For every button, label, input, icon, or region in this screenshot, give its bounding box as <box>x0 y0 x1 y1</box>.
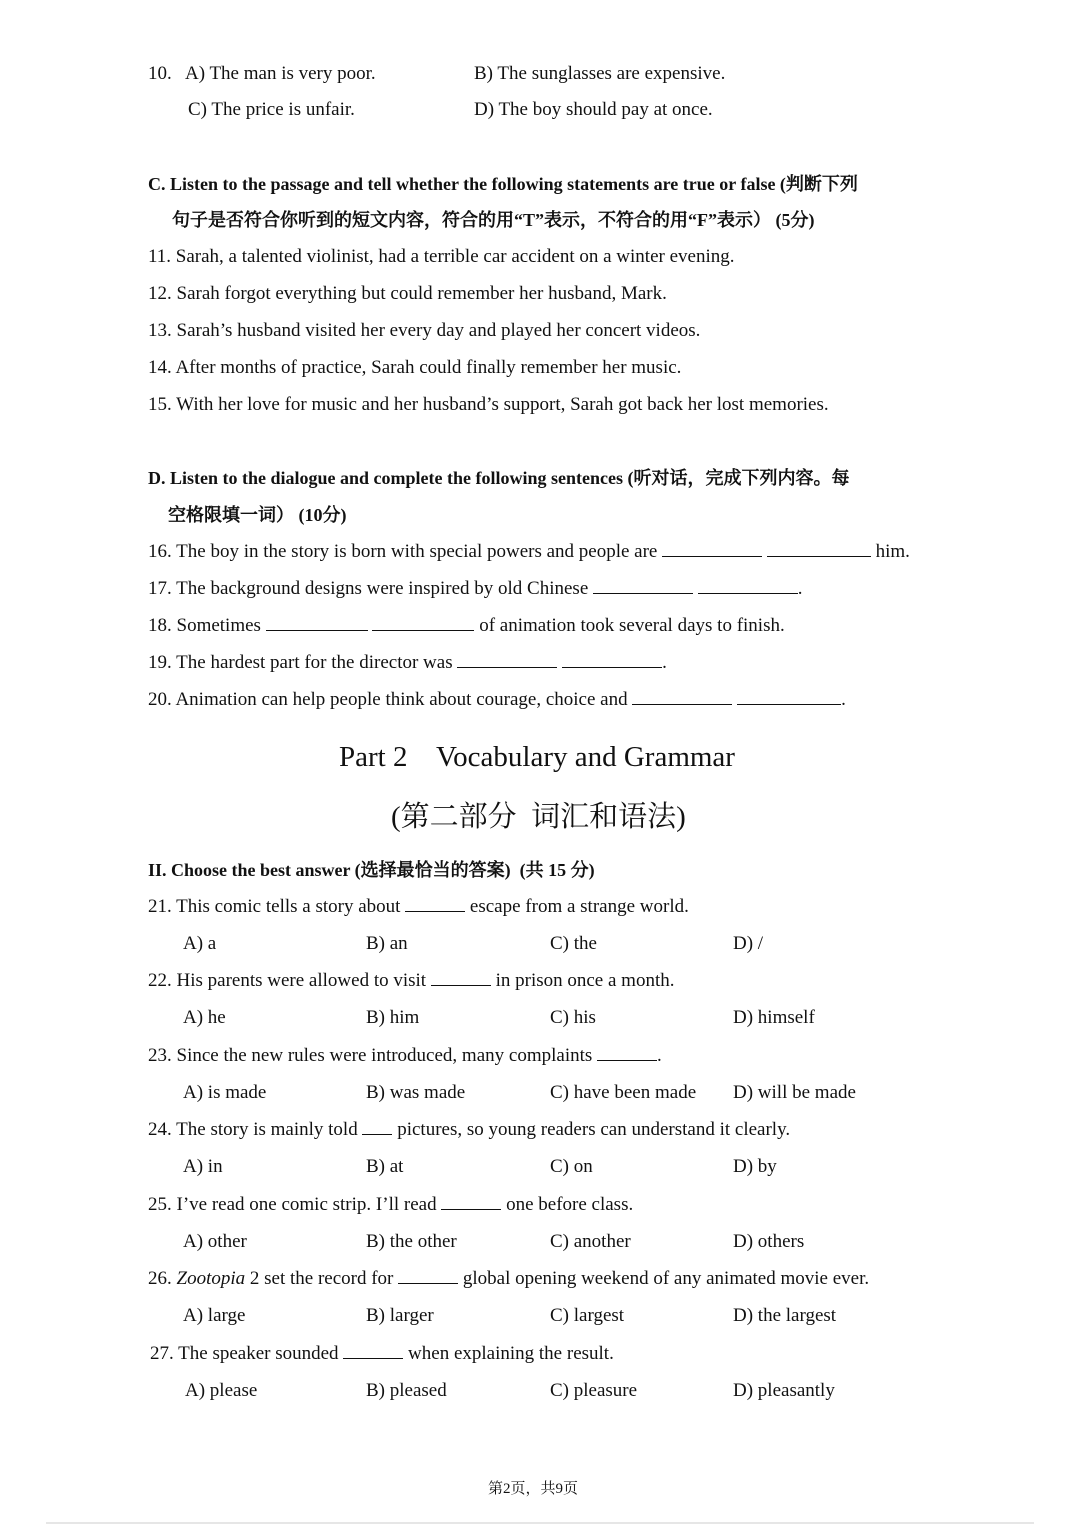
q26-text-before: 2 set the record for <box>249 1268 394 1289</box>
q17-blank-1[interactable] <box>593 577 693 594</box>
q22-option-d[interactable]: D) himself <box>733 1007 815 1028</box>
q23-option-d[interactable]: D) will be made <box>733 1082 856 1103</box>
q21-option-d[interactable]: D) / <box>733 933 764 954</box>
q26-text-after: global opening weekend of any animated movie ever. <box>462 1268 870 1289</box>
part2-subtitle: (第二部分 词汇和语法) <box>391 801 686 833</box>
q24-text-after: pictures, so young readers can understand it clearly. <box>397 1119 791 1140</box>
mc-question-27 <box>150 1342 614 1366</box>
q20-blank-2[interactable] <box>737 688 841 705</box>
q25-text-after: one before class. <box>506 1194 634 1215</box>
q25-option-c[interactable]: C) another <box>550 1231 631 1252</box>
statement-11: 11. Sarah, a talented violinist, had a terrible car accident on a winter evening. <box>148 246 735 267</box>
q26-number: 26. <box>148 1268 172 1289</box>
q27-text-after: when explaining the result. <box>408 1343 614 1364</box>
q27-option-d[interactable]: D) pleasantly <box>733 1380 835 1401</box>
q25-option-d[interactable]: D) others <box>733 1231 805 1252</box>
q10-number: 10. <box>148 63 172 84</box>
q17-text-after: . <box>797 578 803 599</box>
q24-blank[interactable] <box>362 1118 392 1135</box>
section-c-heading-line2: 句子是否符合你听到的短文内容，符合的用“T”表示，不符合的用“F”表示） (5分) <box>172 210 815 230</box>
q25-text-before: 25. I’ve read one comic strip. I’ll read <box>148 1194 437 1215</box>
q10-option-a: A) The man is very poor. <box>185 63 376 84</box>
q18-text-before: 18. Sometimes <box>148 615 261 636</box>
q16-text-before: 16. The boy in the story is born with special powers and people are <box>148 541 658 562</box>
q24-option-d[interactable]: D) by <box>733 1156 777 1177</box>
q26-option-a[interactable]: A) large <box>183 1305 246 1326</box>
statement-15: 15. With her love for music and her husband’s support, Sarah got back her lost memories. <box>148 394 829 415</box>
q24-text-before: 24. The story is mainly told <box>148 1119 358 1140</box>
page-number: 第2页，共9页 <box>488 1481 579 1497</box>
fill-question-18 <box>148 614 785 638</box>
q21-option-a[interactable]: A) a <box>183 933 217 954</box>
mc-question-23 <box>148 1044 662 1068</box>
statement-14: 14. After months of practice, Sarah could finally remember her music. <box>148 357 682 378</box>
q17-text-before: 17. The background designs were inspired by old Chinese <box>148 578 589 599</box>
q23-blank[interactable] <box>597 1044 657 1061</box>
fill-question-16 <box>148 540 910 564</box>
q10-option-c: C) The price is unfair. <box>188 99 355 120</box>
q22-option-c[interactable]: C) his <box>550 1007 596 1028</box>
q23-option-c[interactable]: C) have been made <box>550 1082 697 1103</box>
q27-option-c[interactable]: C) pleasure <box>550 1380 638 1401</box>
section-c-heading-line1: C. Listen to the passage and tell whether the following statements are true or false (判断下列 <box>148 174 858 194</box>
q10-option-b: B) The sunglasses are expensive. <box>474 63 726 84</box>
q26-option-c[interactable]: C) largest <box>550 1305 625 1326</box>
q27-option-a[interactable]: A) please <box>185 1380 258 1401</box>
q23-text-after: . <box>657 1045 662 1066</box>
q26-movie-title: Zootopia <box>176 1268 246 1289</box>
mc-question-26 <box>148 1267 869 1291</box>
mc-question-21 <box>148 895 689 919</box>
q25-option-a[interactable]: A) other <box>183 1231 247 1252</box>
q19-text-after: . <box>662 652 667 673</box>
q16-text-after: him. <box>875 541 910 562</box>
q16-blank-2[interactable] <box>767 540 871 557</box>
q24-option-b[interactable]: B) at <box>366 1156 404 1177</box>
q21-option-b[interactable]: B) an <box>366 933 408 954</box>
q17-blank-2[interactable] <box>698 577 798 594</box>
bottom-divider <box>46 1522 1034 1524</box>
part2-title: Part 2 Vocabulary and Grammar <box>339 741 735 773</box>
q23-option-b[interactable]: B) was made <box>366 1082 466 1103</box>
q20-text-after: . <box>841 689 846 710</box>
q20-blank-1[interactable] <box>632 688 732 705</box>
q24-option-a[interactable]: A) in <box>183 1156 223 1177</box>
q21-text-before: 21. This comic tells a story about <box>148 896 401 917</box>
q10-option-d: D) The boy should pay at once. <box>474 99 713 120</box>
q21-text-after: escape from a strange world. <box>469 896 689 917</box>
q23-option-a[interactable]: A) is made <box>183 1082 267 1103</box>
fill-question-20 <box>148 688 846 712</box>
q24-option-c[interactable]: C) on <box>550 1156 593 1177</box>
q18-blank-2[interactable] <box>372 614 474 631</box>
q20-text-before: 20. Animation can help people think about courage, choice and <box>148 689 628 710</box>
q18-blank-1[interactable] <box>266 614 368 631</box>
q27-text-before: 27. The speaker sounded <box>150 1343 339 1364</box>
q16-blank-1[interactable] <box>662 540 762 557</box>
statement-12: 12. Sarah forgot everything but could remember her husband, Mark. <box>148 283 667 304</box>
q22-option-b[interactable]: B) him <box>366 1007 420 1028</box>
section-ii-heading: II. Choose the best answer (选择最恰当的答案) (共 15 分) <box>148 860 595 880</box>
fill-question-19 <box>148 651 667 675</box>
q23-text-before: 23. Since the new rules were introduced, many complaints <box>148 1045 593 1066</box>
q19-text-before: 19. The hardest part for the director was <box>148 652 453 673</box>
q21-blank[interactable] <box>405 895 465 912</box>
q19-blank-2[interactable] <box>562 651 662 668</box>
q22-blank[interactable] <box>431 969 491 986</box>
q19-blank-1[interactable] <box>457 651 557 668</box>
q21-option-c[interactable]: C) the <box>550 933 597 954</box>
fill-question-17 <box>148 577 803 601</box>
section-d-heading-line1: D. Listen to the dialogue and complete the following sentences (听对话，完成下列内容。每 <box>148 468 850 488</box>
q27-option-b[interactable]: B) pleased <box>366 1380 447 1401</box>
q25-option-b[interactable]: B) the other <box>366 1231 457 1252</box>
mc-question-22 <box>148 969 674 993</box>
mc-question-24 <box>148 1118 790 1142</box>
q26-option-b[interactable]: B) larger <box>366 1305 434 1326</box>
q26-option-d[interactable]: D) the largest <box>733 1305 837 1326</box>
q25-blank[interactable] <box>441 1193 501 1210</box>
mc-question-25 <box>148 1193 633 1217</box>
q22-text-before: 22. His parents were allowed to visit <box>148 970 427 991</box>
q26-blank[interactable] <box>398 1267 458 1284</box>
q18-text-after: of animation took several days to finish. <box>479 615 785 636</box>
q27-blank[interactable] <box>343 1342 403 1359</box>
statement-13: 13. Sarah’s husband visited her every day and played her concert videos. <box>148 320 701 341</box>
q22-text-after: in prison once a month. <box>495 970 675 991</box>
q22-option-a[interactable]: A) he <box>183 1007 226 1028</box>
section-d-heading-line2: 空格限填一词） (10分) <box>168 505 347 525</box>
